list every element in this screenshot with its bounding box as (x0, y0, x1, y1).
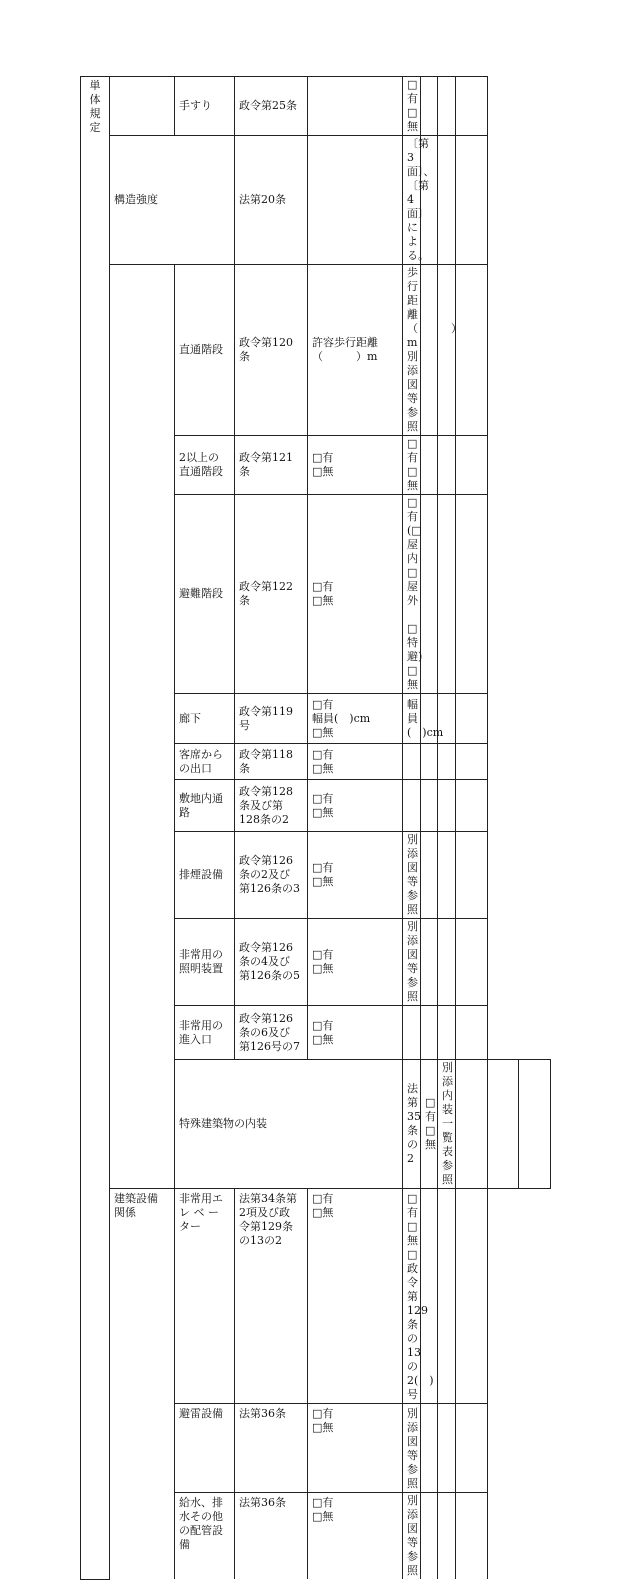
mark-cell (438, 495, 456, 694)
item-name: 敷地内通 路 (175, 780, 235, 832)
check-col-2: 幅員( )cm (403, 694, 421, 744)
check-col-2: □有 □無 □政令第129条の 13の2( )号 (403, 1189, 421, 1404)
check-col-2: □有 □無 (403, 77, 421, 136)
check-col-1: □有 幅員( )cm □無 (308, 694, 403, 744)
mark-cell (487, 1060, 519, 1189)
mark-cell (421, 136, 438, 265)
mark-cell (421, 77, 438, 136)
row-emergency-elevator (81, 1189, 551, 1404)
mark-cell (438, 744, 456, 780)
item-name: 特殊建築物の内装 (175, 1060, 403, 1189)
check-col-1: □有 □無 (308, 1189, 403, 1404)
check-col-1: □有 □無 (308, 1404, 403, 1493)
law-ref: 政令第126 条の4及び 第126条の5 (235, 919, 308, 1006)
mark-cell (438, 265, 456, 436)
mark-cell (456, 780, 488, 832)
row-handrail (81, 77, 551, 136)
check-col-2 (403, 1006, 421, 1060)
item-name: 非常用の 照明装置 (175, 919, 235, 1006)
check-col-1: □有 □無 (421, 1060, 438, 1189)
mark-cell (421, 495, 438, 694)
check-col-1: □有 □無 (308, 436, 403, 495)
mark-cell (456, 77, 488, 136)
check-col-1: 許容歩行距離 （ ）m (308, 265, 403, 436)
item-name: 非常用の 進入口 (175, 1006, 235, 1060)
item-name: 非常用エ レ ベ ー ター (175, 1189, 235, 1404)
mark-cell (438, 780, 456, 832)
mark-cell (438, 436, 456, 495)
law-ref: 政令第119 号 (235, 694, 308, 744)
mark-cell (421, 780, 438, 832)
mark-cell (456, 1060, 488, 1189)
item-name: 避雷設備 (175, 1404, 235, 1493)
law-ref: 法第20条 (235, 136, 308, 265)
row-structural-strength (81, 136, 551, 265)
mark-cell (421, 265, 438, 436)
check-col-1: □有 □無 (308, 832, 403, 919)
mark-cell (421, 1493, 438, 1580)
check-col-1: □有 □無 (308, 744, 403, 780)
mark-cell (456, 832, 488, 919)
item-name: 客席から の出口 (175, 744, 235, 780)
item-name: 排煙設備 (175, 832, 235, 919)
law-ref: 政令第126 条の6及び 第126号の7 (235, 1006, 308, 1060)
mark-cell (421, 832, 438, 919)
law-ref: 法第36条 (235, 1404, 308, 1493)
law-ref: 政令第25条 (235, 77, 308, 136)
mark-cell (421, 919, 438, 1006)
check-col-2: □有 □無 (403, 436, 421, 495)
item-name: 構造強度 (110, 136, 235, 265)
mark-cell (438, 1189, 456, 1404)
mark-cell (421, 1006, 438, 1060)
equipment-group-label: 建築設備 関係 (110, 1189, 175, 1580)
law-ref: 政令第128 条及び第 128条の2 (235, 780, 308, 832)
mark-cell (421, 744, 438, 780)
item-name: 2以上の 直通階段 (175, 436, 235, 495)
mark-cell (438, 1493, 456, 1580)
mark-cell (456, 919, 488, 1006)
mark-cell (438, 136, 456, 265)
check-col-1 (308, 136, 403, 265)
group-blank-cell (110, 265, 175, 1189)
mark-cell (438, 832, 456, 919)
law-ref: 法第34条第 2項及び政 令第129条 の13の2 (235, 1189, 308, 1404)
check-col-1: □有 □無 (308, 780, 403, 832)
check-col-1: □有 □無 (308, 1006, 403, 1060)
section-label: 単 体 規 定 (81, 77, 110, 1580)
item-name: 手すり (175, 77, 235, 136)
mark-cell (456, 1493, 488, 1580)
check-col-2: 〔第3面〕、〔第4 面〕による。 (403, 136, 421, 265)
mark-cell (438, 1006, 456, 1060)
mark-cell (438, 1404, 456, 1493)
mark-cell (456, 694, 488, 744)
mark-cell (456, 495, 488, 694)
building-check-table (80, 76, 551, 1580)
mark-cell (456, 1006, 488, 1060)
check-col-2: 別添図等参照 (403, 1493, 421, 1580)
check-col-2: □有 (□屋内 □屋外 □特避) □無 (403, 495, 421, 694)
mark-cell (421, 436, 438, 495)
mark-cell (456, 136, 488, 265)
mark-cell (456, 744, 488, 780)
mark-cell (456, 436, 488, 495)
law-ref: 政令第126 条の2及び 第126条の3 (235, 832, 308, 919)
check-col-2 (403, 780, 421, 832)
check-col-2: 別添図等参照 (403, 832, 421, 919)
mark-cell (438, 919, 456, 1006)
mark-cell (421, 1404, 438, 1493)
check-col-2: 別添図等参照 (403, 919, 421, 1006)
mark-cell (456, 1189, 488, 1404)
blank-cell (110, 77, 175, 136)
law-ref: 政令第120 条 (235, 265, 308, 436)
law-ref: 法第36条 (235, 1493, 308, 1580)
mark-cell (519, 1060, 551, 1189)
check-col-1: □有 □無 (308, 919, 403, 1006)
check-col-1 (308, 77, 403, 136)
check-col-1: □有 □無 (308, 1493, 403, 1580)
check-col-2 (403, 744, 421, 780)
check-col-2: 別添図等参照 (403, 1404, 421, 1493)
check-col-1: □有 □無 (308, 495, 403, 694)
row-direct-stairs (81, 265, 551, 436)
law-ref: 政令第121 条 (235, 436, 308, 495)
item-name: 廊下 (175, 694, 235, 744)
mark-cell (456, 1404, 488, 1493)
item-name: 直通階段 (175, 265, 235, 436)
law-ref: 法第35条の 2 (403, 1060, 421, 1189)
law-ref: 政令第118 条 (235, 744, 308, 780)
item-name: 給水、排 水その他 の配管設 備 (175, 1493, 235, 1580)
law-ref: 政令第122 条 (235, 495, 308, 694)
item-name: 避難階段 (175, 495, 235, 694)
mark-cell (456, 265, 488, 436)
mark-cell (438, 77, 456, 136)
check-col-2: 歩行距離 （ ）m 別添図等参照 (403, 265, 421, 436)
mark-cell (421, 1189, 438, 1404)
check-col-2: 別添内装一覧表 参照 (438, 1060, 456, 1189)
